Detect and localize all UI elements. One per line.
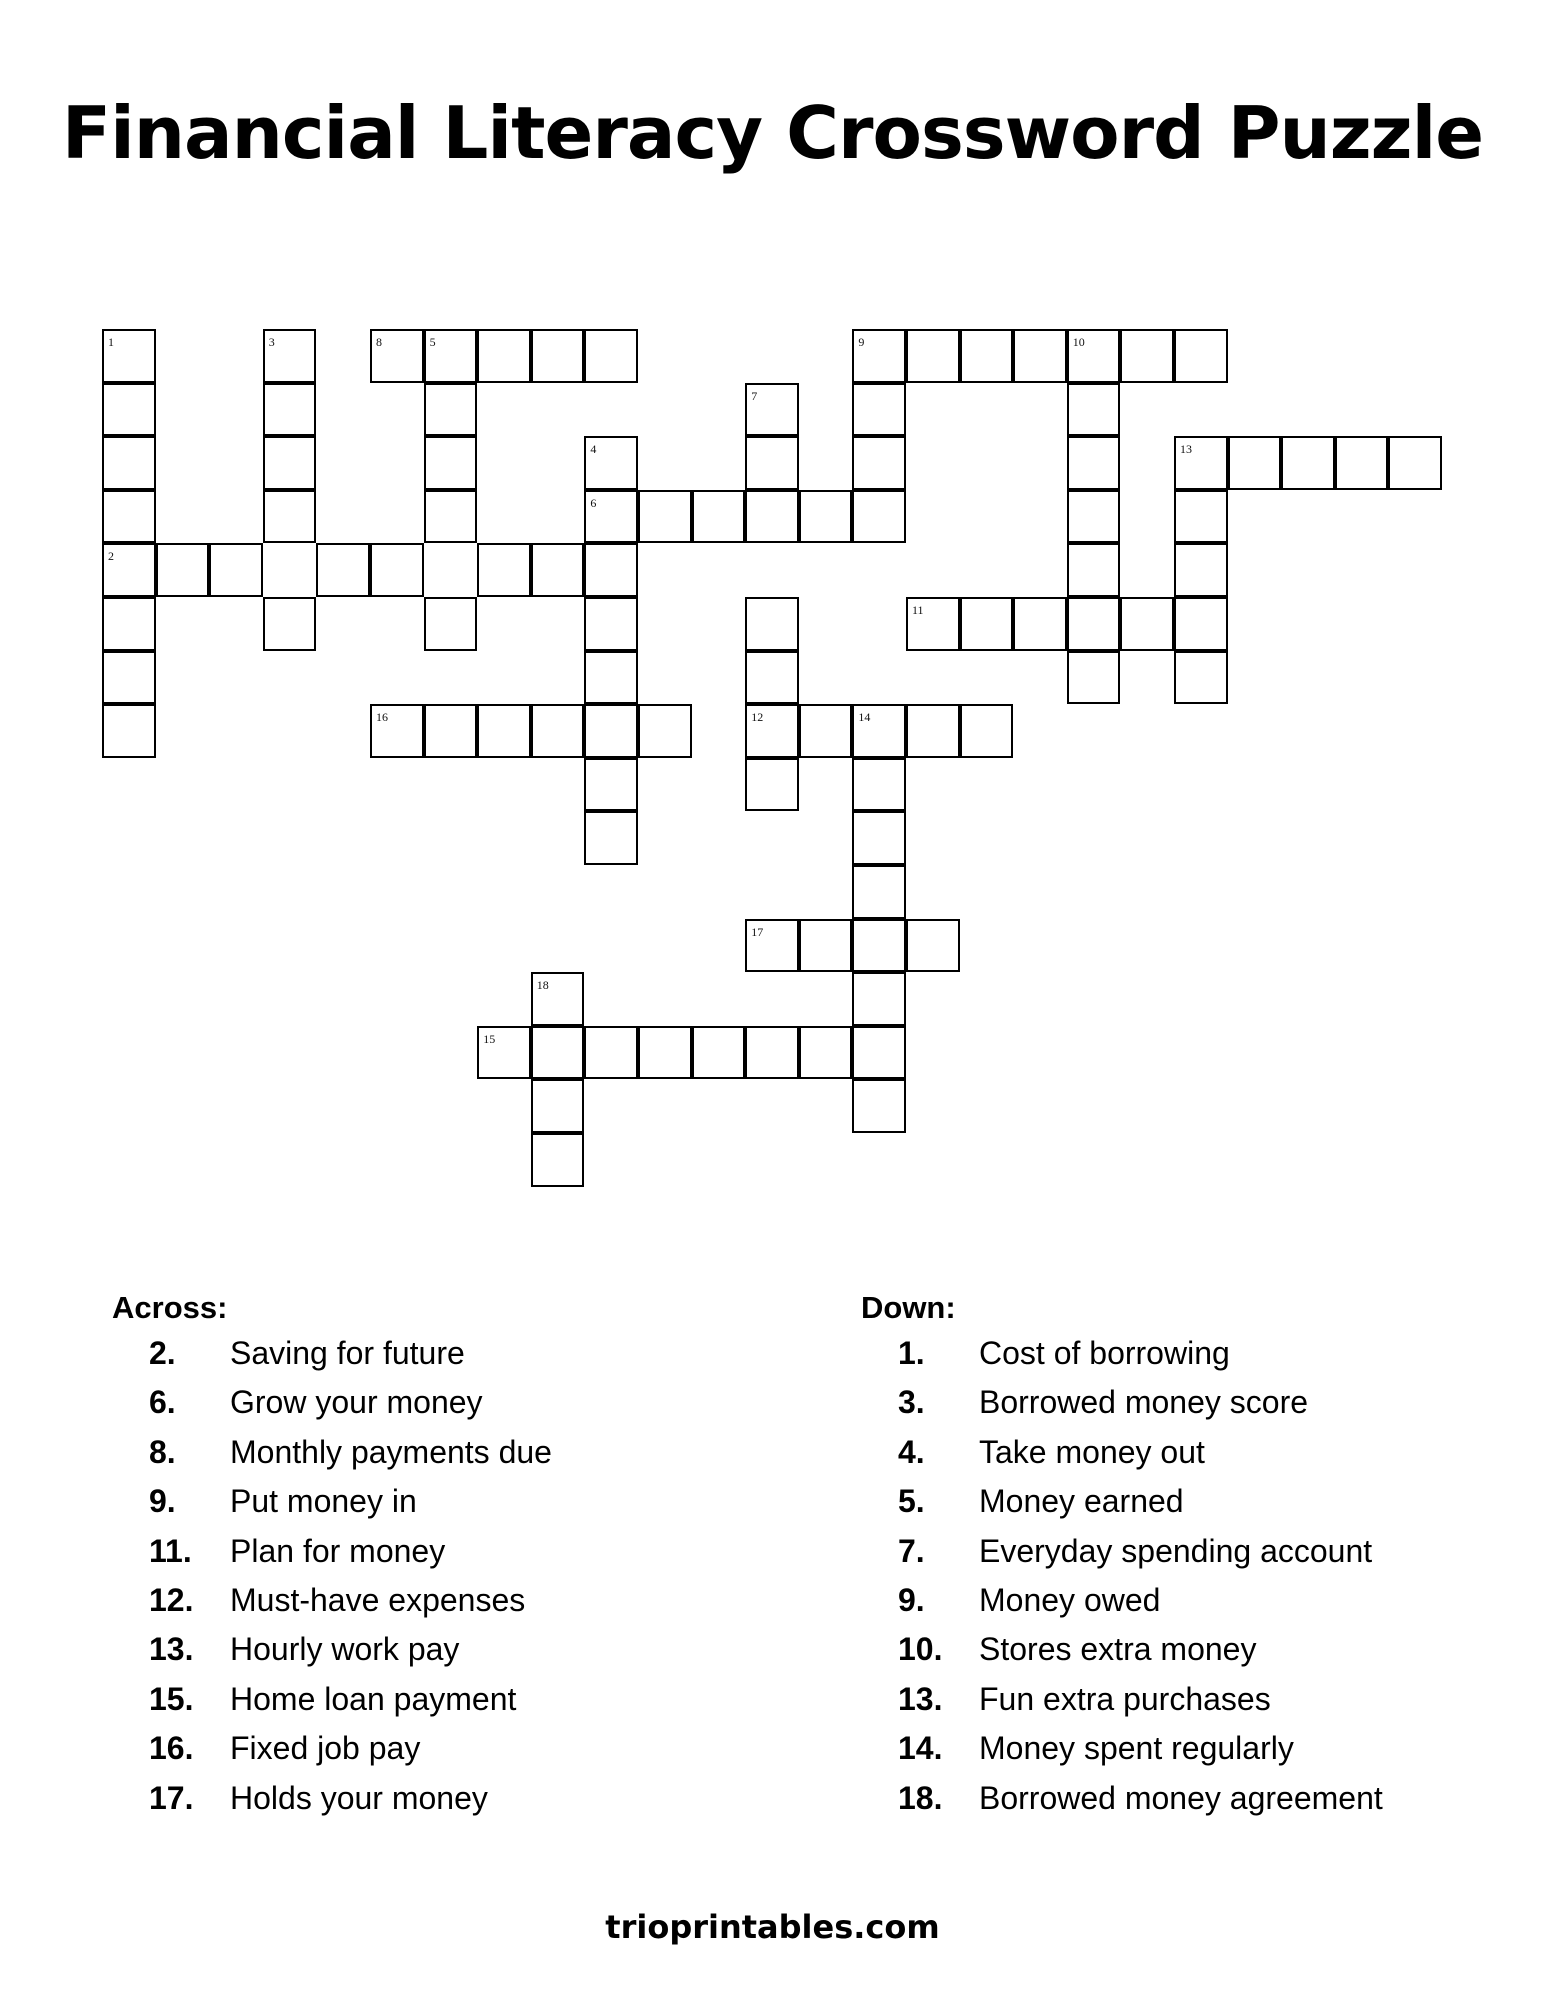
cell-number: 4: [590, 442, 597, 457]
crossword-cell[interactable]: [960, 704, 1014, 758]
clue-number: 12.: [149, 1581, 194, 1618]
crossword-cell[interactable]: [263, 490, 317, 544]
crossword-cell[interactable]: [1174, 543, 1228, 597]
cell-number: 14: [858, 710, 871, 725]
clue-number: 4.: [898, 1433, 925, 1470]
clue-item: [112, 1778, 488, 1827]
crossword-cell[interactable]: [1120, 597, 1174, 651]
crossword-cell[interactable]: [156, 543, 210, 597]
crossword-cell[interactable]: [960, 597, 1014, 651]
cell-number: 12: [751, 710, 764, 725]
crossword-cell[interactable]: [531, 704, 585, 758]
clue-number: 7.: [898, 1532, 925, 1569]
clue-text: Borrowed money score: [979, 1384, 1309, 1421]
crossword-cell[interactable]: [745, 383, 799, 437]
cell-number: 1: [108, 335, 114, 349]
clue-item: [112, 1580, 526, 1629]
clue-text: Money spent regularly: [979, 1730, 1294, 1767]
clue-number: 10.: [898, 1631, 943, 1668]
crossword-cell[interactable]: [745, 758, 799, 812]
clue-number: 3.: [898, 1384, 925, 1421]
cell-number: 18: [536, 978, 549, 993]
crossword-cell[interactable]: [1067, 543, 1121, 597]
crossword-cell[interactable]: [1067, 651, 1121, 705]
crossword-cell[interactable]: [638, 490, 692, 544]
clue-item: [861, 1531, 1373, 1580]
crossword-cell[interactable]: [745, 436, 799, 490]
crossword-cell[interactable]: [692, 490, 746, 544]
clue-number: 14.: [898, 1730, 943, 1767]
crossword-cell[interactable]: [852, 329, 906, 383]
crossword-cell[interactable]: [370, 704, 424, 758]
cell-number: 9: [858, 335, 865, 349]
crossword-cell[interactable]: [852, 811, 906, 865]
crossword-cell[interactable]: [263, 597, 317, 651]
crossword-cell[interactable]: [638, 1026, 692, 1080]
crossword-cell[interactable]: [102, 597, 156, 651]
down-clues: [861, 1290, 1383, 1827]
crossword-cell[interactable]: [799, 704, 853, 758]
clue-item: [861, 1679, 1271, 1728]
cell-number: 8: [376, 335, 382, 349]
clue-number: 15.: [149, 1680, 194, 1717]
clue-text: Money earned: [979, 1483, 1184, 1520]
clue-item: [112, 1728, 421, 1777]
crossword-cell[interactable]: [584, 436, 638, 490]
crossword-cell[interactable]: [745, 1026, 799, 1080]
crossword-cell[interactable]: [424, 597, 478, 651]
crossword-cell[interactable]: [745, 651, 799, 705]
crossword-cell[interactable]: [477, 543, 531, 597]
clue-item: [112, 1432, 552, 1481]
crossword-cell[interactable]: [1174, 597, 1228, 651]
cell-number: 17: [751, 924, 764, 939]
cell-number: 13: [1180, 442, 1192, 457]
clue-item: [861, 1481, 1184, 1530]
crossword-cell[interactable]: [424, 436, 478, 490]
crossword-cell[interactable]: [1174, 490, 1228, 544]
crossword-cell[interactable]: [263, 436, 317, 490]
crossword-cell[interactable]: [584, 597, 638, 651]
crossword-cell[interactable]: [370, 543, 424, 597]
crossword-cell[interactable]: [1120, 329, 1174, 383]
clue-number: 2.: [149, 1335, 176, 1371]
clue-number: 13.: [149, 1631, 194, 1668]
clue-item: [861, 1728, 1294, 1777]
crossword-cell[interactable]: [745, 919, 799, 973]
clue-number: 16.: [149, 1730, 194, 1767]
crossword-cell[interactable]: [263, 383, 317, 437]
crossword-cell[interactable]: [424, 704, 478, 758]
crossword-cell[interactable]: [799, 919, 853, 973]
crossword-cell[interactable]: [477, 1026, 531, 1080]
clue-item: [861, 1333, 1230, 1382]
crossword-cell[interactable]: [852, 1079, 906, 1133]
clue-item: [861, 1382, 1309, 1431]
crossword-cell[interactable]: [852, 436, 906, 490]
across-heading: Across:: [112, 1290, 228, 1325]
clue-number: 9.: [898, 1581, 925, 1618]
crossword-cell[interactable]: [477, 329, 531, 383]
crossword-cell[interactable]: [852, 972, 906, 1026]
crossword-cell[interactable]: [584, 543, 638, 597]
crossword-cell[interactable]: [852, 490, 906, 544]
clue-item: [112, 1382, 483, 1431]
clue-text: Saving for future: [230, 1335, 465, 1371]
crossword-cell[interactable]: [531, 329, 585, 383]
crossword-cell[interactable]: [102, 436, 156, 490]
clue-text: Fun extra purchases: [979, 1680, 1271, 1717]
crossword-cell[interactable]: [852, 383, 906, 437]
clue-text: Stores extra money: [979, 1631, 1257, 1668]
clue-text: Fixed job pay: [230, 1730, 421, 1767]
cell-number: 3: [268, 335, 275, 349]
crossword-cell[interactable]: [584, 651, 638, 705]
crossword-cell[interactable]: [852, 758, 906, 812]
crossword-cell[interactable]: [531, 972, 585, 1026]
clue-number: 13.: [898, 1680, 943, 1717]
crossword-cell[interactable]: [852, 865, 906, 919]
crossword-cell[interactable]: [370, 329, 424, 383]
crossword-cell[interactable]: [1174, 436, 1228, 490]
crossword-cell[interactable]: [906, 597, 960, 651]
crossword-cell[interactable]: [1388, 436, 1442, 490]
clue-number: 1.: [898, 1335, 925, 1371]
cell-number: 5: [429, 335, 436, 349]
crossword-cell[interactable]: [1067, 383, 1121, 437]
clue-item: [112, 1481, 417, 1530]
clue-text: Home loan payment: [230, 1680, 517, 1717]
clue-text: Cost of borrowing: [979, 1335, 1230, 1371]
cell-number: 11: [912, 603, 924, 617]
clue-text: Must-have expenses: [230, 1581, 526, 1618]
clue-item: [112, 1531, 446, 1580]
clue-text: Borrowed money agreement: [979, 1779, 1383, 1816]
crossword-cell[interactable]: [1067, 597, 1121, 651]
across-clues: [112, 1290, 552, 1827]
clue-item: [861, 1778, 1383, 1827]
crossword-cell[interactable]: [1281, 436, 1335, 490]
crossword-cell[interactable]: [1067, 490, 1121, 544]
crossword-cell[interactable]: [852, 1026, 906, 1080]
clue-text: Grow your money: [230, 1384, 483, 1421]
cell-number: 16: [376, 710, 388, 725]
clue-item: [861, 1432, 1205, 1481]
crossword-cell[interactable]: [102, 329, 156, 383]
clue-item: [861, 1629, 1257, 1678]
crossword-cell[interactable]: [477, 704, 531, 758]
clue-item: [112, 1629, 460, 1678]
crossword-cell[interactable]: [584, 490, 638, 544]
crossword-cell[interactable]: [424, 490, 478, 544]
crossword-cell[interactable]: [1228, 436, 1282, 490]
crossword-cell[interactable]: [102, 651, 156, 705]
clue-item: [861, 1580, 1161, 1629]
clue-text: Hourly work pay: [230, 1631, 460, 1668]
crossword-cell[interactable]: [906, 704, 960, 758]
crossword-cell[interactable]: [584, 811, 638, 865]
clue-text: Plan for money: [230, 1532, 446, 1569]
clue-text: Put money in: [230, 1483, 417, 1520]
crossword-cell[interactable]: [1067, 436, 1121, 490]
clue-number: 8.: [149, 1433, 176, 1470]
clue-number: 6.: [149, 1384, 176, 1421]
crossword-cell[interactable]: [745, 490, 799, 544]
crossword-cell[interactable]: [799, 1026, 853, 1080]
crossword-cell[interactable]: [316, 543, 370, 597]
clue-item: [112, 1679, 517, 1728]
site-footer: trioprintables.com: [605, 1908, 940, 1946]
clue-text: Everyday spending account: [979, 1532, 1373, 1569]
crossword-cell[interactable]: [584, 704, 638, 758]
crossword-cell[interactable]: [906, 329, 960, 383]
clue-number: 18.: [898, 1779, 943, 1816]
clue-number: 5.: [898, 1483, 925, 1520]
crossword-cell[interactable]: [745, 597, 799, 651]
crossword-cell[interactable]: [424, 329, 478, 383]
clue-item: [112, 1333, 465, 1382]
clue-text: Take money out: [979, 1433, 1205, 1470]
crossword-cell[interactable]: [102, 704, 156, 758]
crossword-cell[interactable]: [209, 543, 263, 597]
crossword-cell[interactable]: [638, 704, 692, 758]
crossword-cell[interactable]: [1013, 597, 1067, 651]
crossword-cell[interactable]: [906, 919, 960, 973]
crossword-cell[interactable]: [1013, 329, 1067, 383]
crossword-cell[interactable]: [692, 1026, 746, 1080]
clue-text: Holds your money: [230, 1779, 488, 1816]
crossword-cell[interactable]: [263, 329, 317, 383]
cell-number: 10: [1072, 335, 1085, 349]
crossword-cell[interactable]: [531, 1133, 585, 1187]
page-title: Financial Literacy Crossword Puzzle: [61, 91, 1484, 175]
crossword-grid: [103, 330, 1503, 1230]
crossword-cell[interactable]: [584, 1026, 638, 1080]
cell-number: 7: [751, 388, 758, 403]
crossword-cell[interactable]: [1335, 436, 1389, 490]
cell-number: 15: [483, 1031, 496, 1046]
crossword-cell[interactable]: [102, 490, 156, 544]
crossword-cell[interactable]: [584, 758, 638, 812]
crossword-cell[interactable]: [745, 704, 799, 758]
clue-number: 17.: [149, 1779, 194, 1816]
crossword-cell[interactable]: [852, 704, 906, 758]
crossword-cell[interactable]: [584, 329, 638, 383]
down-heading: Down:: [861, 1290, 956, 1325]
clue-number: 9.: [149, 1483, 176, 1520]
crossword-cell[interactable]: [531, 543, 585, 597]
crossword-cell[interactable]: [799, 490, 853, 544]
crossword-cell[interactable]: [102, 543, 156, 597]
crossword-cell[interactable]: [424, 383, 478, 437]
crossword-cell[interactable]: [1174, 651, 1228, 705]
crossword-cell[interactable]: [852, 919, 906, 973]
crossword-cell[interactable]: [531, 1026, 585, 1080]
crossword-cell[interactable]: [1174, 329, 1228, 383]
crossword-cell[interactable]: [960, 329, 1014, 383]
clue-text: Monthly payments due: [230, 1433, 552, 1470]
cell-number: 2: [108, 549, 114, 564]
crossword-cell[interactable]: [531, 1079, 585, 1133]
clue-number: 11.: [149, 1532, 192, 1569]
cell-number: 6: [590, 495, 597, 510]
crossword-cell[interactable]: [102, 383, 156, 437]
clue-text: Money owed: [979, 1581, 1161, 1618]
crossword-cell[interactable]: [1067, 329, 1121, 383]
